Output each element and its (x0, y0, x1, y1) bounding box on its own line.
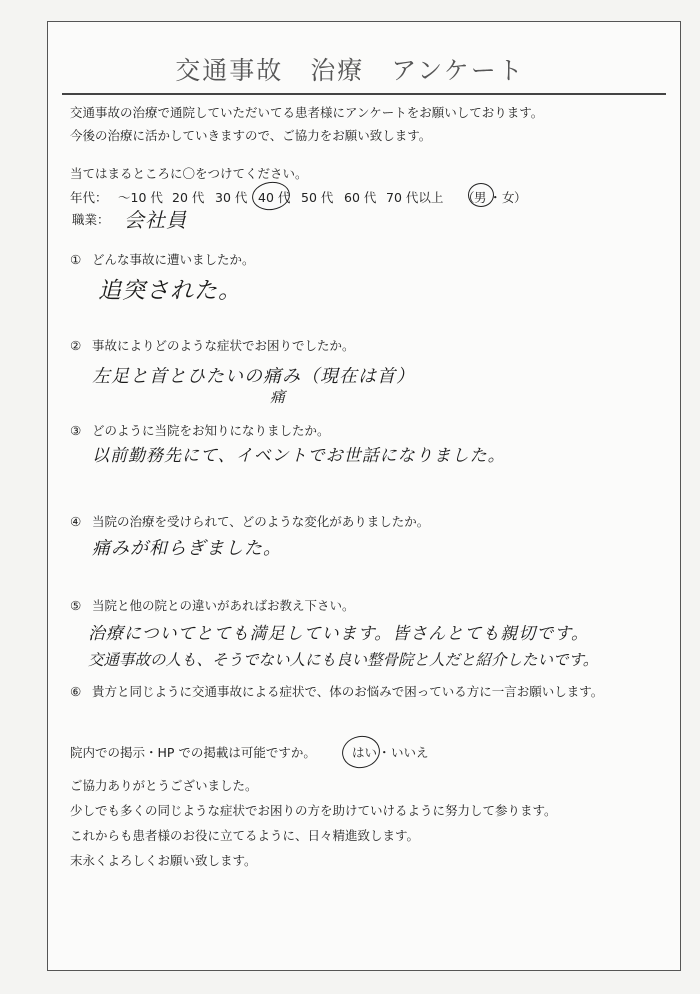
page-title: 交通事故 治療 アンケート (175, 56, 525, 85)
age-option-5[interactable]: 50 代 (301, 190, 334, 205)
intro-line-2: 今後の治療に活かしていきますので、ご協力をお願い致します。 (70, 128, 432, 143)
question-4 (70, 512, 429, 530)
question-1 (70, 250, 255, 268)
gender-open-paren: （ (462, 190, 475, 205)
gender-separator: ・ (489, 190, 502, 205)
question-5-number: ⑤ (70, 598, 82, 613)
age-option-6[interactable]: 60 代 (344, 190, 377, 205)
closing-line-3: これからも患者様のお役に立てるように、日々精進致します。 (70, 828, 420, 843)
age-label: 年代： (70, 190, 108, 205)
title-underline (62, 93, 666, 95)
answer-4: 痛みが和らぎました。 (92, 538, 282, 559)
age-option-7[interactable]: 70 代以上 (386, 190, 444, 205)
question-2 (70, 336, 355, 354)
question-6-text: 貴方と同じように交通事故による症状で、体のお悩みで困っている方に一言お願いします。 (92, 684, 604, 699)
question-6-number: ⑥ (70, 684, 82, 699)
gender-male-option[interactable]: 男 (474, 190, 487, 205)
closing-line-4: 末永くよろしくお願い致します。 (70, 853, 257, 868)
question-3 (70, 421, 330, 439)
answer-5-line-2: 交通事故の人も、そうでない人にも良い整骨院と人だと紹介したいです。 (88, 651, 599, 669)
question-3-number: ③ (70, 423, 82, 438)
occupation-answer: 会社員 (124, 208, 187, 232)
consent-separator: ・ (378, 745, 391, 760)
question-2-text: 事故によりどのような症状でお困りでしたか。 (92, 338, 355, 353)
answer-5-line-1: 治療についてとても満足しています。皆さんとても親切です。 (88, 624, 589, 644)
answer-3: 以前勤務先にて、イベントでお世話になりました。 (92, 446, 506, 466)
closing-line-2: 少しでも多くの同じような症状でお困りの方を助けていけるように努力して参ります。 (70, 803, 557, 818)
occupation-label: 職業： (72, 212, 110, 227)
gender-female-option[interactable]: 女 (502, 190, 515, 205)
consent-yes-option[interactable]: はい (352, 745, 378, 760)
question-6 (70, 682, 603, 700)
age-option-4[interactable]: 40 代 (258, 190, 291, 205)
closing-line-1: ご協力ありがとうございました。 (70, 778, 258, 793)
age-option-3[interactable]: 30 代 (215, 190, 248, 205)
question-4-text: 当院の治療を受けられて、どのような変化がありましたか。 (92, 514, 430, 529)
question-2-number: ② (70, 338, 82, 353)
age-option-1[interactable]: ～10 代 (118, 190, 163, 205)
question-1-text: どんな事故に遭いましたか。 (92, 252, 255, 267)
consent-question: 院内での掲示・HP での掲載は可能ですか。 (70, 745, 316, 760)
gender-close-paren: ） (514, 190, 527, 205)
answer-1: 追突された。 (98, 278, 242, 304)
question-4-number: ④ (70, 514, 82, 529)
intro-line-1: 交通事故の治療で通院していただいてる患者様にアンケートをお願いしております。 (70, 105, 544, 120)
question-5-text: 当院と他の院との違いがあればお教え下さい。 (92, 598, 355, 613)
answer-2-line-1: 左足と首とひたいの痛み（現在は首） (92, 366, 415, 387)
question-3-text: どのように当院をお知りになりましたか。 (92, 423, 330, 438)
consent-no-option[interactable]: いいえ (391, 745, 429, 760)
answer-2-correction: 痛 (270, 388, 287, 406)
age-option-2[interactable]: 20 代 (172, 190, 205, 205)
question-5 (70, 596, 355, 614)
instruction-text: 当てはまるところに〇をつけてください。 (70, 166, 308, 181)
question-1-number: ① (70, 252, 82, 267)
